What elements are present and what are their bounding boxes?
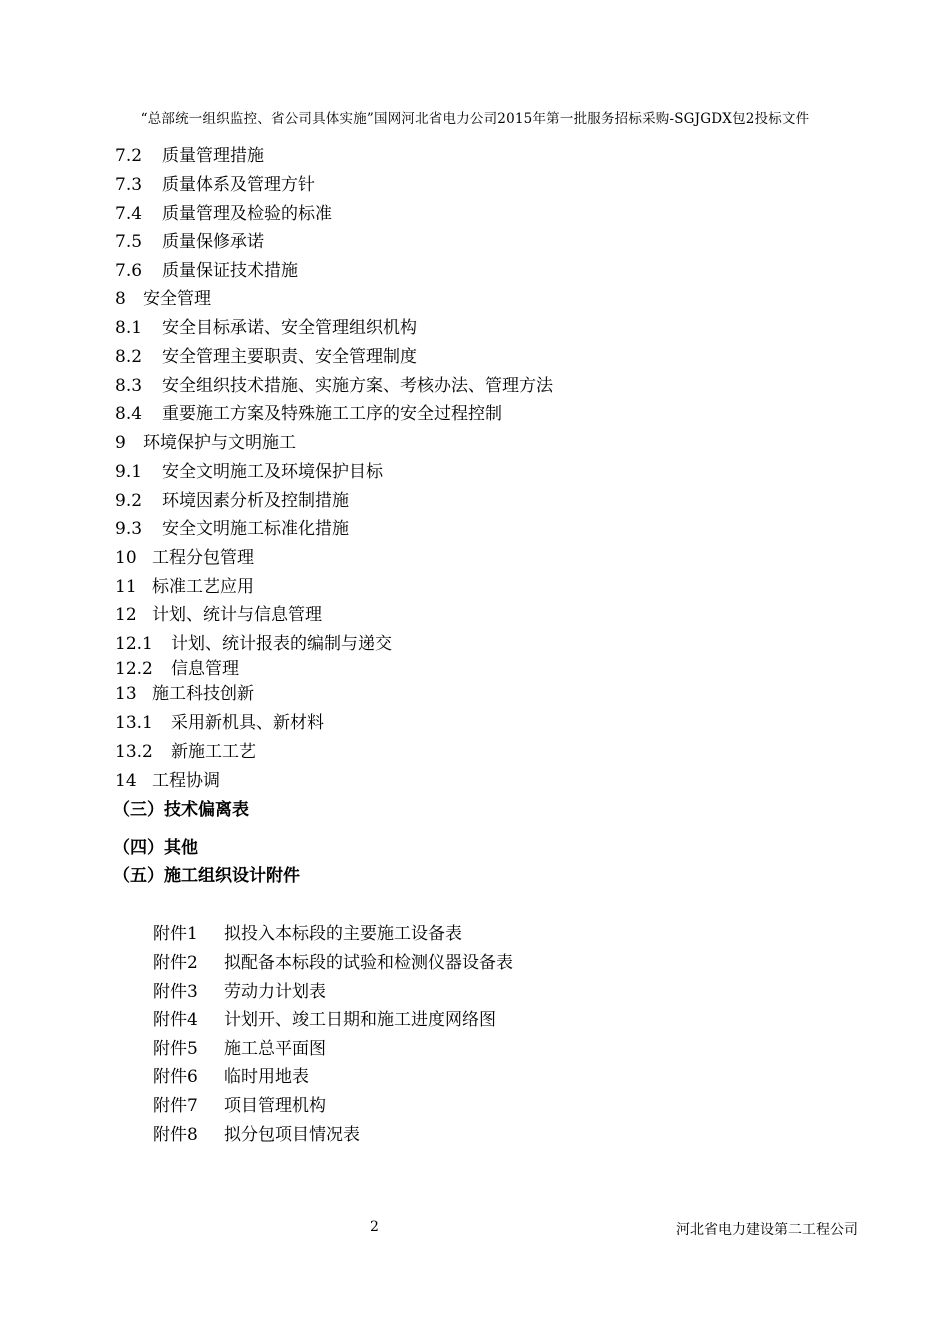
attachment-label: 附件1 (153, 924, 198, 944)
attachment-text: 计划开、竣工日期和施工进度网络图 (224, 1010, 496, 1030)
toc-item (115, 433, 296, 453)
toc-item (115, 404, 502, 424)
toc-number: 12.2 (115, 659, 153, 679)
toc-item (115, 684, 254, 704)
attachment-text: 劳动力计划表 (224, 982, 326, 1002)
toc-text: 安全管理主要职责、安全管理制度 (162, 347, 417, 367)
toc-item (115, 289, 211, 309)
toc-text: 工程协调 (152, 771, 220, 791)
toc-number: 8.2 (115, 347, 143, 367)
toc-text: 信息管理 (171, 659, 239, 679)
toc-number: 12 (115, 605, 137, 625)
toc-number: 7.6 (115, 261, 143, 281)
toc-text: 质量管理及检验的标准 (162, 204, 332, 224)
toc-text: 环境保护与文明施工 (143, 433, 296, 453)
toc-number: 14 (115, 771, 137, 791)
attachment-item (153, 1125, 360, 1145)
attachment-item (153, 1067, 309, 1087)
attachment-item (153, 953, 513, 973)
attachment-item (153, 982, 326, 1002)
toc-number: 9.2 (115, 491, 143, 511)
toc-text: 质量体系及管理方针 (162, 175, 315, 195)
toc-text: 计划、统计与信息管理 (152, 605, 322, 625)
toc-number: 11 (115, 577, 137, 597)
attachment-item (153, 1010, 496, 1030)
toc-item (115, 713, 324, 733)
toc-number: 9 (115, 433, 126, 453)
toc-number: 9.3 (115, 519, 143, 539)
toc-number: 7.3 (115, 175, 143, 195)
toc-item (115, 659, 239, 679)
toc-item (115, 605, 322, 625)
toc-text: 质量保修承诺 (162, 232, 264, 252)
attachment-label: 附件2 (153, 953, 198, 973)
toc-item (115, 204, 332, 224)
toc-text: 计划、统计报表的编制与递交 (171, 634, 392, 654)
section-heading-4: （四）其他 (113, 838, 198, 858)
section-heading-3: （三）技术偏离表 (113, 800, 249, 820)
toc-number: 9.1 (115, 462, 143, 482)
toc-item (115, 146, 264, 166)
attachment-label: 附件4 (153, 1010, 198, 1030)
toc-text: 施工科技创新 (152, 684, 254, 704)
toc-number: 12.1 (115, 634, 153, 654)
toc-item (115, 548, 254, 568)
attachment-item (153, 1096, 326, 1116)
toc-item (115, 577, 254, 597)
toc-text: 环境因素分析及控制措施 (162, 491, 349, 511)
toc-number: 8.1 (115, 318, 143, 338)
toc-item (115, 771, 220, 791)
toc-item (115, 261, 298, 281)
toc-text: 重要施工方案及特殊施工工序的安全过程控制 (162, 404, 502, 424)
attachment-label: 附件3 (153, 982, 198, 1002)
attachment-label: 附件8 (153, 1125, 198, 1145)
toc-item (115, 175, 315, 195)
toc-number: 7.4 (115, 204, 143, 224)
attachment-text: 拟分包项目情况表 (224, 1125, 360, 1145)
toc-text: 安全管理 (143, 289, 211, 309)
toc-number: 8 (115, 289, 126, 309)
attachment-text: 拟投入本标段的主要施工设备表 (224, 924, 462, 944)
toc-number: 7.5 (115, 232, 143, 252)
toc-item (115, 519, 349, 539)
attachment-text: 项目管理机构 (224, 1096, 326, 1116)
toc-text: 采用新机具、新材料 (171, 713, 324, 733)
toc-number: 8.3 (115, 376, 143, 396)
toc-number: 13.2 (115, 742, 153, 762)
attachment-text: 施工总平面图 (224, 1039, 326, 1059)
toc-item (115, 742, 256, 762)
toc-item (115, 376, 553, 396)
toc-number: 7.2 (115, 146, 143, 166)
toc-item (115, 462, 383, 482)
attachment-label: 附件6 (153, 1067, 198, 1087)
toc-number: 10 (115, 548, 137, 568)
toc-item (115, 491, 349, 511)
toc-item (115, 318, 417, 338)
attachment-item (153, 924, 462, 944)
page-header: “总部统一组织监控、省公司具体实施”国网河北省电力公司2015年第一批服务招标采购-SGJGDX包2投标文件 (140, 111, 810, 127)
toc-item (115, 232, 264, 252)
attachment-label: 附件5 (153, 1039, 198, 1059)
toc-text: 质量管理措施 (162, 146, 264, 166)
toc-number: 13.1 (115, 713, 153, 733)
footer-organization: 河北省电力建设第二工程公司 (676, 1222, 858, 1238)
toc-text: 工程分包管理 (152, 548, 254, 568)
section-heading-5: （五）施工组织设计附件 (113, 866, 300, 886)
toc-text: 安全目标承诺、安全管理组织机构 (162, 318, 417, 338)
toc-item (115, 347, 417, 367)
toc-text: 安全文明施工标准化措施 (162, 519, 349, 539)
toc-text: 新施工工艺 (171, 742, 256, 762)
toc-text: 标准工艺应用 (152, 577, 254, 597)
attachment-text: 拟配备本标段的试验和检测仪器设备表 (224, 953, 513, 973)
attachment-text: 临时用地表 (224, 1067, 309, 1087)
page-number: 2 (370, 1219, 379, 1235)
attachment-label: 附件7 (153, 1096, 198, 1116)
toc-text: 安全文明施工及环境保护目标 (162, 462, 383, 482)
attachment-item (153, 1039, 326, 1059)
toc-item (115, 634, 392, 654)
toc-text: 安全组织技术措施、实施方案、考核办法、管理方法 (162, 376, 553, 396)
toc-text: 质量保证技术措施 (162, 261, 298, 281)
toc-number: 13 (115, 684, 137, 704)
toc-number: 8.4 (115, 404, 143, 424)
